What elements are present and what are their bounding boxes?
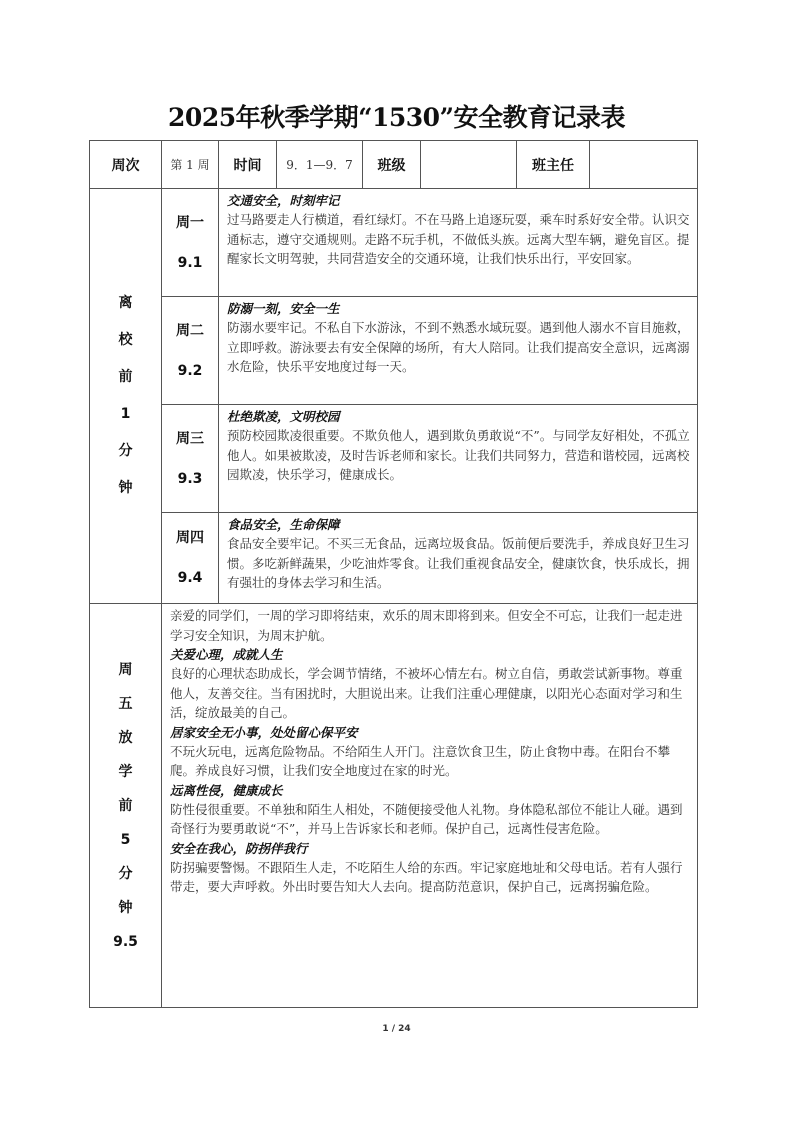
label-char: 前 [118, 797, 133, 814]
label-char: 9.5 [113, 933, 138, 950]
label-char: 离 [118, 295, 133, 311]
day-cell [162, 297, 219, 405]
topic-body: 良好的心理状态助成长，学会调节情绪，不被坏心情左右。树立自信，勇敢尝试新事物。尊重他人，友善交往。当有困扰时，大胆说出来。让我们注重心理健康，以阳光心态面对学习和生活，绽放最美的自己。 [170, 666, 683, 720]
time-label: 时间 [219, 141, 277, 189]
label-char: 放 [118, 729, 133, 746]
day-content [219, 513, 698, 604]
day-name: 周二 [176, 322, 204, 339]
week-value: 第 1 周 [162, 141, 219, 189]
day-content [219, 189, 698, 297]
topic-body: 防性侵很重要。不单独和陌生人相处，不随便接受他人礼物。身体隐私部位不能让人碰。遇到奇怪行为要勇敢说“不”，并马上告诉家长和老师。保护自己，远离性侵害危险。 [170, 801, 683, 836]
label-char: 分 [118, 443, 133, 459]
day-row-monday [90, 189, 698, 297]
topic-body: 过马路要走人行横道，看红绿灯。不在马路上追逐玩耍，乘车时系好安全带。认识交通标志，遵守交通规则。走路不玩手机，不做低头族。远离大型车辆，避免盲区。提醒家长文明驾驶，共同营造安全的交通环境，让我们快乐出行，平安回家。 [227, 212, 690, 266]
label-char: 周 [118, 661, 133, 678]
time-value: 9．1—9．7 [277, 141, 363, 189]
class-value [421, 141, 517, 189]
label-char: 分 [118, 865, 133, 882]
day-cell [162, 405, 219, 513]
label-char: 钟 [118, 480, 133, 496]
day-date: 9.3 [177, 470, 203, 487]
friday-label [90, 604, 162, 1008]
topic-title: 关爱心理，成就人生 [170, 647, 283, 662]
day-content [219, 405, 698, 513]
before-school-label [90, 189, 162, 604]
day-date: 9.1 [177, 254, 203, 271]
topic-title: 居家安全无小事，处处留心保平安 [170, 724, 358, 740]
topic-title: 杜绝欺凌，文明校园 [227, 409, 340, 424]
page-number: 1 / 24 [382, 1024, 411, 1034]
day-date: 9.2 [177, 362, 203, 379]
day-cell [162, 189, 219, 297]
label-char: 1 [120, 406, 131, 422]
day-cell [162, 513, 219, 604]
day-name: 周三 [176, 430, 204, 447]
topic-body: 防拐骗要警惕。不跟陌生人走，不吃陌生人给的东西。牢记家庭地址和父母电话。若有人强行带走，要大声呼救。外出时要告知大人去向。提高防范意识，保护自己，远离拐骗危险。 [170, 859, 683, 894]
label-char: 五 [118, 695, 133, 712]
topic-title: 防溺一刻，安全一生 [227, 301, 340, 316]
topic-title: 食品安全，生命保障 [227, 517, 340, 532]
safety-record-table [89, 140, 698, 1008]
header-row [90, 141, 698, 189]
topic-body: 防溺水要牢记。不私自下水游泳，不到不熟悉水域玩耍。遇到他人溺水不盲目施救，立即呼救。游泳要去有安全保障的场所，有大人陪同。让我们提高安全意识，远离溺水危险，快乐平安地度过每一天。 [227, 320, 690, 374]
friday-content [162, 604, 698, 1008]
day-date: 9.4 [177, 570, 203, 586]
label-char: 钟 [118, 899, 133, 916]
label-char: 校 [118, 332, 133, 348]
teacher-value [590, 141, 698, 189]
class-label: 班级 [363, 141, 421, 189]
day-row-thursday [90, 513, 698, 604]
topic-body: 食品安全要牢记。不买三无食品，远离垃圾食品。饭前便后要洗手，养成良好卫生习惯。多吃新鲜蔬果，少吃油炸零食。让我们重视食品安全，健康饮食，快乐成长，拥有强壮的身体去学习和生活。 [227, 536, 690, 590]
day-row-tuesday [90, 297, 698, 405]
friday-intro: 亲爱的同学们，一周的学习即将结束，欢乐的周末即将到来。但安全不可忘，让我们一起走进学习安全知识，为周末护航。 [170, 608, 683, 643]
day-name: 周四 [176, 530, 204, 546]
friday-row [90, 604, 698, 1008]
week-label: 周次 [90, 141, 162, 189]
topic-title: 交通安全，时刻牢记 [227, 193, 340, 208]
page-title: 2025年秋季学期“1530”安全教育记录表 [168, 103, 625, 132]
day-row-wednesday [90, 405, 698, 513]
day-name: 周一 [176, 214, 204, 231]
teacher-label: 班主任 [517, 141, 590, 189]
topic-title: 远离性侵，健康成长 [170, 782, 283, 798]
label-char: 5 [120, 831, 131, 848]
label-char: 学 [118, 763, 133, 780]
topic-title: 安全在我心，防拐伴我行 [170, 840, 308, 856]
day-content [219, 297, 698, 405]
topic-body: 预防校园欺凌很重要。不欺负他人，遇到欺负勇敢说“不”。与同学友好相处，不孤立他人。如果被欺凌，及时告诉老师和家长。让我们共同努力，营造和谐校园，远离校园欺凌，快乐学习，健康成长。 [227, 428, 690, 482]
label-char: 前 [118, 369, 133, 385]
topic-body: 不玩火玩电，远离危险物品。不给陌生人开门。注意饮食卫生，防止食物中毒。在阳台不攀爬。养成良好习惯，让我们安全地度过在家的时光。 [170, 743, 671, 778]
